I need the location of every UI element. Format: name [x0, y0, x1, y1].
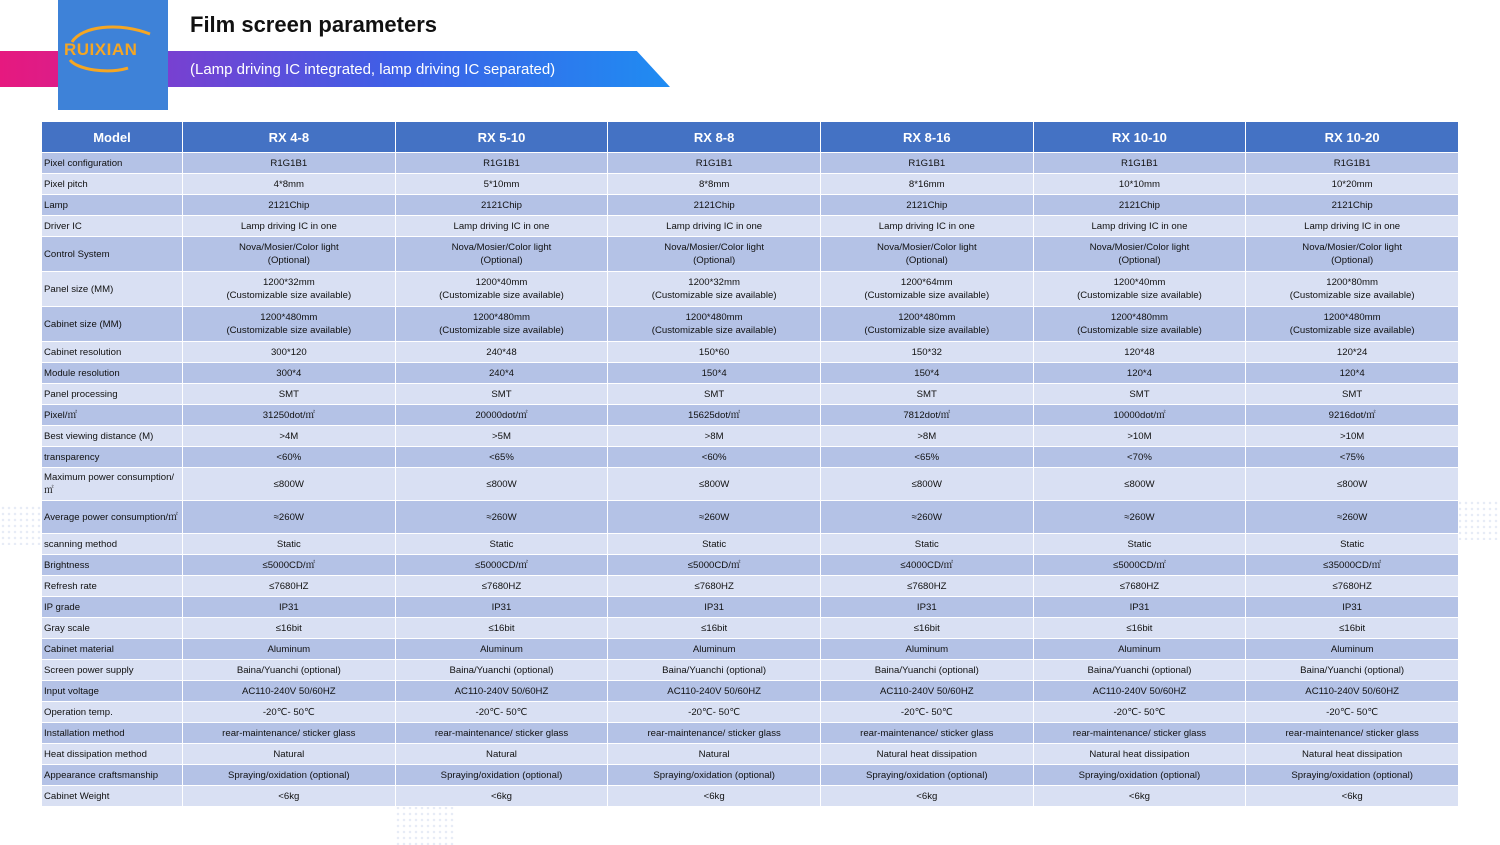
cell-line: (Customizable size available) [1077, 325, 1202, 336]
table-cell: <6kg [1246, 786, 1458, 806]
table-cell [396, 237, 608, 271]
table-row [42, 639, 1458, 659]
table-cell: ≤5000CD/㎡ [396, 555, 608, 575]
row-label: Cabinet size (MM) [42, 307, 182, 341]
table-row [42, 660, 1458, 680]
table-cell: Spraying/oxidation (optional) [1034, 765, 1246, 785]
table-cell: Static [608, 534, 820, 554]
table-cell: ≤800W [1246, 468, 1458, 500]
table-cell: Static [396, 534, 608, 554]
table-cell: Natural [608, 744, 820, 764]
cell-line: (Customizable size available) [864, 290, 990, 301]
row-label: Panel size (MM) [42, 272, 182, 306]
table-cell: AC110-240V 50/60HZ [396, 681, 608, 701]
table-cell: ≈260W [183, 501, 395, 533]
cell-line: 1200*40mm [1113, 277, 1166, 288]
table-cell: Baina/Yuanchi (optional) [396, 660, 608, 680]
table-cell: Aluminum [1034, 639, 1246, 659]
table-cell: Natural heat dissipation [1246, 744, 1458, 764]
row-label: Panel processing [42, 384, 182, 404]
cell-line: 1200*480mm [685, 312, 743, 323]
cell-line: 1200*32mm [262, 277, 315, 288]
table-cell: IP31 [821, 597, 1033, 617]
table-cell: Spraying/oxidation (optional) [608, 765, 820, 785]
row-label: Heat dissipation method [42, 744, 182, 764]
table-cell: <6kg [396, 786, 608, 806]
table-cell: ≈260W [1034, 501, 1246, 533]
table-cell: ≤7680HZ [1034, 576, 1246, 596]
row-label: Operation temp. [42, 702, 182, 722]
row-label: Installation method [42, 723, 182, 743]
table-cell: Baina/Yuanchi (optional) [821, 660, 1033, 680]
table-cell: <6kg [1034, 786, 1246, 806]
table-cell: 15625dot/㎡ [608, 405, 820, 425]
table-cell: 10*10mm [1034, 174, 1246, 194]
table-cell: ≈260W [821, 501, 1033, 533]
table-cell: Spraying/oxidation (optional) [821, 765, 1033, 785]
row-label: Pixel configuration [42, 153, 182, 173]
table-cell [1034, 237, 1246, 271]
table-cell: rear-maintenance/ sticker glass [183, 723, 395, 743]
page-subtitle: (Lamp driving IC integrated, lamp driving IC separated) [190, 61, 556, 78]
table-cell: R1G1B1 [821, 153, 1033, 173]
table-cell: Aluminum [1246, 639, 1458, 659]
cell-line: 1200*480mm [1323, 312, 1381, 323]
table-row [42, 153, 1458, 173]
table-cell: -20℃- 50℃ [1246, 702, 1458, 722]
table-cell: AC110-240V 50/60HZ [608, 681, 820, 701]
table-cell: <6kg [821, 786, 1033, 806]
table-cell [1034, 272, 1246, 306]
table-cell: <70% [1034, 447, 1246, 467]
cell-line: (Customizable size available) [651, 325, 777, 336]
table-cell: ≤800W [396, 468, 608, 500]
row-label: Refresh rate [42, 576, 182, 596]
table-cell [1246, 307, 1458, 341]
table-cell: >10M [1034, 426, 1246, 446]
table-cell: 2121Chip [821, 195, 1033, 215]
table-cell: ≤35000CD/㎡ [1246, 555, 1458, 575]
table-cell: SMT [608, 384, 820, 404]
cell-line: (Customizable size available) [226, 325, 352, 336]
table-cell: -20℃- 50℃ [821, 702, 1033, 722]
table-cell: Baina/Yuanchi (optional) [183, 660, 395, 680]
table-row [42, 174, 1458, 194]
cell-line: (Customizable size available) [1077, 290, 1202, 301]
table-cell [1034, 307, 1246, 341]
table-cell: 8*16mm [821, 174, 1033, 194]
table-cell: 120*4 [1034, 363, 1246, 383]
cell-line: (Customizable size available) [651, 290, 777, 301]
table-cell: 150*4 [608, 363, 820, 383]
table-cell: >5M [396, 426, 608, 446]
row-label: Driver IC [42, 216, 182, 236]
table-cell: 2121Chip [396, 195, 608, 215]
cell-line: Nova/Mosier/Color light [664, 242, 764, 253]
row-label: transparency [42, 447, 182, 467]
table-cell [183, 307, 395, 341]
table-cell: Aluminum [396, 639, 608, 659]
table-cell: ≤16bit [821, 618, 1033, 638]
row-label: Pixel/㎡ [42, 405, 182, 425]
table-cell: R1G1B1 [1246, 153, 1458, 173]
row-label: Appearance craftsmanship [42, 765, 182, 785]
table-cell: rear-maintenance/ sticker glass [1034, 723, 1246, 743]
row-label: Best viewing distance (M) [42, 426, 182, 446]
table-cell: -20℃- 50℃ [1034, 702, 1246, 722]
table-cell: ≤7680HZ [396, 576, 608, 596]
table-cell: Baina/Yuanchi (optional) [608, 660, 820, 680]
table-cell: 2121Chip [1246, 195, 1458, 215]
table-cell: rear-maintenance/ sticker glass [608, 723, 820, 743]
table-cell: 8*8mm [608, 174, 820, 194]
table-cell: R1G1B1 [396, 153, 608, 173]
table-cell [1246, 237, 1458, 271]
table-cell [608, 237, 820, 271]
table-cell: <6kg [608, 786, 820, 806]
table-cell: ≤16bit [396, 618, 608, 638]
cell-line: 1200*40mm [475, 277, 528, 288]
row-label: Cabinet resolution [42, 342, 182, 362]
table-cell: 120*48 [1034, 342, 1246, 362]
table-row [42, 702, 1458, 722]
table-cell: ≤7680HZ [821, 576, 1033, 596]
table-row [42, 786, 1458, 806]
cell-line: Nova/Mosier/Color light [1302, 242, 1402, 253]
table-cell: Lamp driving IC in one [396, 216, 608, 236]
decorative-dot-pattern [395, 805, 455, 845]
header-cell-model-name: RX 5-10 [396, 122, 608, 152]
table-row [42, 272, 1458, 306]
cell-line: Nova/Mosier/Color light [876, 242, 977, 253]
table-row [42, 405, 1458, 425]
table-cell: <60% [183, 447, 395, 467]
header-cell-model-name: RX 8-16 [821, 122, 1033, 152]
row-label: scanning method [42, 534, 182, 554]
cell-line: (Customizable size available) [1289, 325, 1415, 336]
table-row [42, 342, 1458, 362]
table-row [42, 307, 1458, 341]
table-row [42, 426, 1458, 446]
table-cell: AC110-240V 50/60HZ [821, 681, 1033, 701]
cell-line: (Optional) [1331, 255, 1374, 266]
table-cell: ≤16bit [1246, 618, 1458, 638]
table-row [42, 681, 1458, 701]
cell-line: (Customizable size available) [1289, 290, 1415, 301]
table-cell: <65% [396, 447, 608, 467]
table-row [42, 363, 1458, 383]
table-cell: ≤800W [183, 468, 395, 500]
table-cell: IP31 [1246, 597, 1458, 617]
table-cell: Baina/Yuanchi (optional) [1034, 660, 1246, 680]
table-cell: SMT [183, 384, 395, 404]
table-cell: Natural [183, 744, 395, 764]
table-cell [1246, 272, 1458, 306]
table-cell: 240*4 [396, 363, 608, 383]
table-cell: ≤7680HZ [1246, 576, 1458, 596]
table-cell: R1G1B1 [183, 153, 395, 173]
table-cell: <65% [821, 447, 1033, 467]
table-cell: ≤7680HZ [608, 576, 820, 596]
header-cell-model-name: RX 4-8 [183, 122, 395, 152]
table-row [42, 723, 1458, 743]
table-row [42, 534, 1458, 554]
table-cell: ≤4000CD/㎡ [821, 555, 1033, 575]
parameters-table [41, 121, 1459, 807]
table-cell [396, 272, 608, 306]
row-label: Average power consumption/㎡ [42, 501, 182, 533]
cell-line: 1200*480mm [472, 312, 531, 323]
table-cell: 150*60 [608, 342, 820, 362]
row-label: Control System [42, 237, 182, 271]
table-row [42, 501, 1458, 533]
table-cell: 150*4 [821, 363, 1033, 383]
cell-line: Nova/Mosier/Color light [238, 242, 339, 253]
table-cell: AC110-240V 50/60HZ [1034, 681, 1246, 701]
table-cell: 240*48 [396, 342, 608, 362]
row-label: Cabinet material [42, 639, 182, 659]
table-cell: ≤5000CD/㎡ [608, 555, 820, 575]
table-row [42, 237, 1458, 271]
table-cell: ≤800W [608, 468, 820, 500]
table-cell: IP31 [183, 597, 395, 617]
table-cell: IP31 [396, 597, 608, 617]
cell-line: 1200*64mm [900, 277, 953, 288]
table-cell: ≤5000CD/㎡ [183, 555, 395, 575]
table-cell: Spraying/oxidation (optional) [183, 765, 395, 785]
table-cell: AC110-240V 50/60HZ [1246, 681, 1458, 701]
table-cell: Aluminum [183, 639, 395, 659]
table-cell: 31250dot/㎡ [183, 405, 395, 425]
table-cell: Static [821, 534, 1033, 554]
table-cell: >4M [183, 426, 395, 446]
table-cell: SMT [1034, 384, 1246, 404]
table-cell: ≤16bit [183, 618, 395, 638]
header-cell-model: Model [42, 122, 182, 152]
company-logo [58, 0, 168, 110]
table-cell: <60% [608, 447, 820, 467]
table-cell: Lamp driving IC in one [1034, 216, 1246, 236]
row-label: IP grade [42, 597, 182, 617]
row-label: Brightness [42, 555, 182, 575]
header-cell-model-name: RX 10-20 [1246, 122, 1458, 152]
table-cell: 4*8mm [183, 174, 395, 194]
page-title: Film screen parameters [190, 12, 438, 37]
table-cell: Natural heat dissipation [821, 744, 1033, 764]
table-cell: 2121Chip [608, 195, 820, 215]
table-row [42, 555, 1458, 575]
row-label: Input voltage [42, 681, 182, 701]
row-label: Cabinet Weight [42, 786, 182, 806]
table-cell: Spraying/oxidation (optional) [1246, 765, 1458, 785]
table-cell: -20℃- 50℃ [396, 702, 608, 722]
cell-line: (Optional) [267, 255, 310, 266]
cell-line: 1200*32mm [688, 277, 740, 288]
table-cell: 10000dot/㎡ [1034, 405, 1246, 425]
table-cell: >10M [1246, 426, 1458, 446]
cell-line: (Customizable size available) [439, 325, 564, 336]
cell-line: Nova/Mosier/Color light [1089, 242, 1190, 253]
row-label: Gray scale [42, 618, 182, 638]
cell-line: 1200*480mm [898, 312, 956, 323]
cell-line: 1200*480mm [1110, 312, 1168, 323]
table-cell: Aluminum [608, 639, 820, 659]
table-row [42, 384, 1458, 404]
table-cell: Aluminum [821, 639, 1033, 659]
table-header-row [42, 122, 1458, 152]
table-cell [183, 272, 395, 306]
row-label: Pixel pitch [42, 174, 182, 194]
table-cell: Spraying/oxidation (optional) [396, 765, 608, 785]
cell-line: 1200*480mm [260, 312, 318, 323]
row-label: Lamp [42, 195, 182, 215]
table-cell: Lamp driving IC in one [821, 216, 1033, 236]
table-row [42, 765, 1458, 785]
header-cell-model-name: RX 8-8 [608, 122, 820, 152]
table-cell: ≤16bit [608, 618, 820, 638]
table-row [42, 447, 1458, 467]
table-cell: Static [183, 534, 395, 554]
table-cell: 5*10mm [396, 174, 608, 194]
table-cell: <6kg [183, 786, 395, 806]
table-row [42, 744, 1458, 764]
table-cell: 7812dot/㎡ [821, 405, 1033, 425]
table-cell [608, 307, 820, 341]
cell-line: (Optional) [693, 255, 736, 266]
table-cell: 300*120 [183, 342, 395, 362]
cell-line: (Optional) [1118, 255, 1161, 266]
table-cell [821, 272, 1033, 306]
table-cell: SMT [821, 384, 1033, 404]
table-cell [608, 272, 820, 306]
table-cell: 150*32 [821, 342, 1033, 362]
table-cell: Lamp driving IC in one [183, 216, 395, 236]
table-cell: ≤800W [1034, 468, 1246, 500]
table-cell: Lamp driving IC in one [1246, 216, 1458, 236]
header-cell-model-name: RX 10-10 [1034, 122, 1246, 152]
table-cell: 9216dot/㎡ [1246, 405, 1458, 425]
table-cell: 10*20mm [1246, 174, 1458, 194]
table-row [42, 216, 1458, 236]
table-cell: ≤5000CD/㎡ [1034, 555, 1246, 575]
table-cell: -20℃- 50℃ [608, 702, 820, 722]
cell-line: (Customizable size available) [226, 290, 352, 301]
logo-text: RUIXIAN [64, 40, 138, 59]
table-cell: Static [1034, 534, 1246, 554]
cell-line: (Customizable size available) [439, 290, 564, 301]
table-cell [821, 307, 1033, 341]
table-cell: Lamp driving IC in one [608, 216, 820, 236]
table-cell: ≈260W [1246, 501, 1458, 533]
table-cell: AC110-240V 50/60HZ [183, 681, 395, 701]
row-label: Screen power supply [42, 660, 182, 680]
table-cell [396, 307, 608, 341]
table-cell: rear-maintenance/ sticker glass [821, 723, 1033, 743]
table-cell: R1G1B1 [1034, 153, 1246, 173]
cell-line: 1200*80mm [1326, 277, 1378, 288]
table-cell: 120*4 [1246, 363, 1458, 383]
table-cell: 2121Chip [1034, 195, 1246, 215]
cell-line: (Customizable size available) [864, 325, 990, 336]
table-cell: ≤16bit [1034, 618, 1246, 638]
table-row [42, 618, 1458, 638]
table-cell: Static [1246, 534, 1458, 554]
table-cell: 20000dot/㎡ [396, 405, 608, 425]
table-cell: Natural heat dissipation [1034, 744, 1246, 764]
table-row [42, 576, 1458, 596]
table-cell: Baina/Yuanchi (optional) [1246, 660, 1458, 680]
table-cell: -20℃- 50℃ [183, 702, 395, 722]
table-cell: >8M [608, 426, 820, 446]
table-cell: 2121Chip [183, 195, 395, 215]
table-cell: ≤7680HZ [183, 576, 395, 596]
cell-line: (Optional) [905, 255, 948, 266]
table-row [42, 195, 1458, 215]
table-cell: >8M [821, 426, 1033, 446]
table-cell: 300*4 [183, 363, 395, 383]
table-body [42, 153, 1458, 806]
table-cell: SMT [396, 384, 608, 404]
cell-line: Nova/Mosier/Color light [451, 242, 552, 253]
table-cell: ≤800W [821, 468, 1033, 500]
table-cell: rear-maintenance/ sticker glass [396, 723, 608, 743]
table-cell: rear-maintenance/ sticker glass [1246, 723, 1458, 743]
row-label: Maximum power consumption/㎡ [42, 468, 182, 500]
table-cell [183, 237, 395, 271]
table-cell [821, 237, 1033, 271]
table-cell: 120*24 [1246, 342, 1458, 362]
cell-line: (Optional) [480, 255, 523, 266]
table-cell: ≈260W [396, 501, 608, 533]
table-row [42, 468, 1458, 500]
table-cell: Natural [396, 744, 608, 764]
table-cell: SMT [1246, 384, 1458, 404]
table-cell: R1G1B1 [608, 153, 820, 173]
table-cell: IP31 [1034, 597, 1246, 617]
row-label: Module resolution [42, 363, 182, 383]
table-cell: <75% [1246, 447, 1458, 467]
table-cell: ≈260W [608, 501, 820, 533]
table-row [42, 597, 1458, 617]
table-cell: IP31 [608, 597, 820, 617]
